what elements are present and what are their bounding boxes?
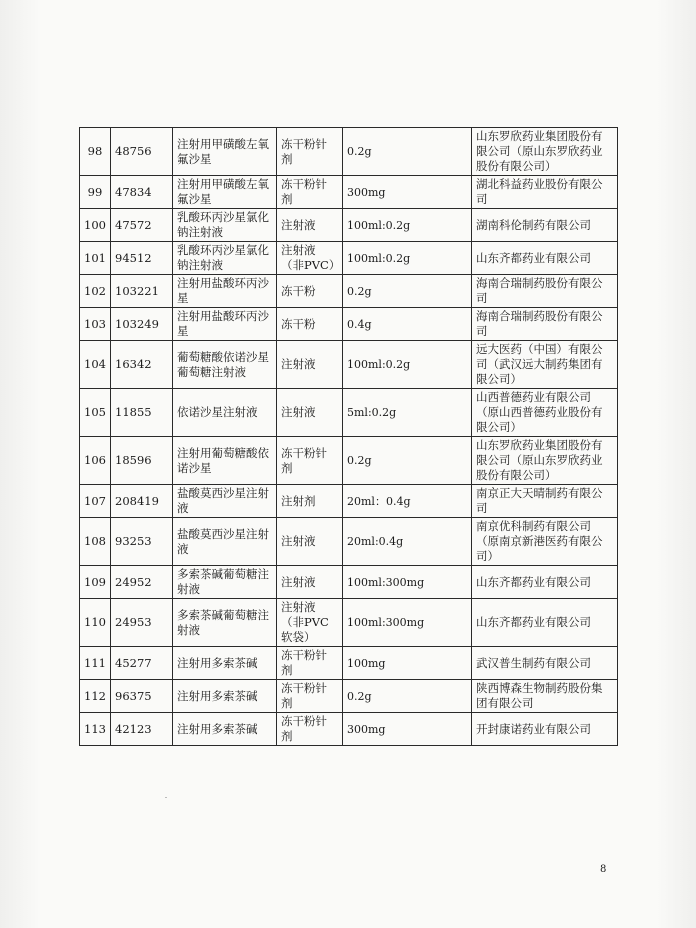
manufacturer-cell: 海南合瑞制药股份有限公司 — [472, 308, 618, 341]
table-row — [80, 437, 618, 485]
row-number-cell: 108 — [80, 518, 111, 566]
drug-code-cell: 42123 — [111, 713, 173, 746]
dosage-form-cell: 注射液 — [277, 518, 343, 566]
drug-name-cell: 葡萄糖酸依诺沙星葡萄糖注射液 — [173, 341, 277, 389]
row-number-cell: 107 — [80, 485, 111, 518]
drug-name-cell: 注射用多索茶碱 — [173, 713, 277, 746]
table-row — [80, 128, 618, 176]
manufacturer-cell: 山东罗欣药业集团股份有限公司（原山东罗欣药业股份有限公司） — [472, 437, 618, 485]
drug-table — [79, 127, 618, 746]
scan-speck — [165, 797, 167, 798]
table-row — [80, 713, 618, 746]
drug-code-cell: 45277 — [111, 647, 173, 680]
dosage-form-cell: 注射液 — [277, 209, 343, 242]
drug-name-cell: 多索茶碱葡萄糖注射液 — [173, 599, 277, 647]
table-row — [80, 647, 618, 680]
specification-cell: 0.2g — [343, 128, 472, 176]
dosage-form-cell: 冻干粉 — [277, 275, 343, 308]
drug-name-cell: 注射用甲磺酸左氧氟沙星 — [173, 176, 277, 209]
row-number-cell: 111 — [80, 647, 111, 680]
drug-name-cell: 注射用甲磺酸左氧氟沙星 — [173, 128, 277, 176]
manufacturer-cell: 远大医药（中国）有限公司（武汉远大制药集团有限公司） — [472, 341, 618, 389]
specification-cell: 100ml:0.2g — [343, 242, 472, 275]
dosage-form-cell: 注射液 — [277, 341, 343, 389]
specification-cell: 100ml:300mg — [343, 599, 472, 647]
row-number-cell: 110 — [80, 599, 111, 647]
table-row — [80, 518, 618, 566]
dosage-form-cell: 注射液（非PVC软袋） — [277, 599, 343, 647]
specification-cell: 100ml:0.2g — [343, 209, 472, 242]
manufacturer-cell: 湖南科伦制药有限公司 — [472, 209, 618, 242]
drug-code-cell: 47572 — [111, 209, 173, 242]
table-row — [80, 308, 618, 341]
dosage-form-cell: 注射液 — [277, 389, 343, 437]
dosage-form-cell: 冻干粉针剂 — [277, 128, 343, 176]
manufacturer-cell: 山东齐都药业有限公司 — [472, 242, 618, 275]
manufacturer-cell: 湖北科益药业股份有限公司 — [472, 176, 618, 209]
drug-name-cell: 注射用多索茶碱 — [173, 680, 277, 713]
drug-code-cell: 208419 — [111, 485, 173, 518]
specification-cell: 5ml:0.2g — [343, 389, 472, 437]
drug-name-cell: 注射用葡萄糖酸依诺沙星 — [173, 437, 277, 485]
drug-code-cell: 96375 — [111, 680, 173, 713]
specification-cell: 300mg — [343, 176, 472, 209]
specification-cell: 100mg — [343, 647, 472, 680]
drug-name-cell: 乳酸环丙沙星氯化钠注射液 — [173, 242, 277, 275]
table-row — [80, 209, 618, 242]
manufacturer-cell: 山东罗欣药业集团股份有限公司（原山东罗欣药业股份有限公司） — [472, 128, 618, 176]
specification-cell: 0.4g — [343, 308, 472, 341]
manufacturer-cell: 山东齐都药业有限公司 — [472, 566, 618, 599]
dosage-form-cell: 注射液（非PVC） — [277, 242, 343, 275]
drug-code-cell: 94512 — [111, 242, 173, 275]
specification-cell: 0.2g — [343, 680, 472, 713]
dosage-form-cell: 冻干粉针剂 — [277, 176, 343, 209]
drug-name-cell: 盐酸莫西沙星注射液 — [173, 518, 277, 566]
manufacturer-cell: 武汉普生制药有限公司 — [472, 647, 618, 680]
row-number-cell: 102 — [80, 275, 111, 308]
row-number-cell: 100 — [80, 209, 111, 242]
specification-cell: 100ml:0.2g — [343, 341, 472, 389]
manufacturer-cell: 南京优科制药有限公司（原南京新港医药有限公司） — [472, 518, 618, 566]
row-number-cell: 109 — [80, 566, 111, 599]
table-row — [80, 599, 618, 647]
specification-cell: 100ml:300mg — [343, 566, 472, 599]
dosage-form-cell: 冻干粉针剂 — [277, 437, 343, 485]
row-number-cell: 99 — [80, 176, 111, 209]
drug-code-cell: 24952 — [111, 566, 173, 599]
specification-cell: 0.2g — [343, 275, 472, 308]
specification-cell: 0.2g — [343, 437, 472, 485]
drug-code-cell: 93253 — [111, 518, 173, 566]
dosage-form-cell: 注射剂 — [277, 485, 343, 518]
drug-name-cell: 多索茶碱葡萄糖注射液 — [173, 566, 277, 599]
table-row — [80, 680, 618, 713]
row-number-cell: 113 — [80, 713, 111, 746]
table-row — [80, 566, 618, 599]
table-row — [80, 242, 618, 275]
drug-code-cell: 16342 — [111, 341, 173, 389]
table-row — [80, 389, 618, 437]
manufacturer-cell: 南京正大天晴制药有限公司 — [472, 485, 618, 518]
drug-code-cell: 47834 — [111, 176, 173, 209]
drug-table-body — [80, 128, 618, 746]
manufacturer-cell: 陕西博森生物制药股份集团有限公司 — [472, 680, 618, 713]
specification-cell: 20ml：0.4g — [343, 485, 472, 518]
drug-code-cell: 103249 — [111, 308, 173, 341]
row-number-cell: 103 — [80, 308, 111, 341]
row-number-cell: 105 — [80, 389, 111, 437]
table-row — [80, 275, 618, 308]
specification-cell: 300mg — [343, 713, 472, 746]
dosage-form-cell: 冻干粉针剂 — [277, 647, 343, 680]
row-number-cell: 98 — [80, 128, 111, 176]
row-number-cell: 101 — [80, 242, 111, 275]
drug-code-cell: 24953 — [111, 599, 173, 647]
drug-code-cell: 18596 — [111, 437, 173, 485]
row-number-cell: 106 — [80, 437, 111, 485]
drug-name-cell: 注射用多索茶碱 — [173, 647, 277, 680]
manufacturer-cell: 山西普德药业有限公司（原山西普德药业股份有限公司） — [472, 389, 618, 437]
table-row — [80, 341, 618, 389]
table-row — [80, 485, 618, 518]
specification-cell: 20ml:0.4g — [343, 518, 472, 566]
dosage-form-cell: 注射液 — [277, 566, 343, 599]
drug-code-cell: 11855 — [111, 389, 173, 437]
row-number-cell: 112 — [80, 680, 111, 713]
drug-name-cell: 注射用盐酸环丙沙星 — [173, 275, 277, 308]
drug-name-cell: 盐酸莫西沙星注射液 — [173, 485, 277, 518]
dosage-form-cell: 冻干粉针剂 — [277, 713, 343, 746]
manufacturer-cell: 海南合瑞制药股份有限公司 — [472, 275, 618, 308]
drug-name-cell: 依诺沙星注射液 — [173, 389, 277, 437]
row-number-cell: 104 — [80, 341, 111, 389]
manufacturer-cell: 开封康诺药业有限公司 — [472, 713, 618, 746]
table-row — [80, 176, 618, 209]
drug-code-cell: 103221 — [111, 275, 173, 308]
page-number: 8 — [600, 864, 607, 875]
drug-name-cell: 乳酸环丙沙星氯化钠注射液 — [173, 209, 277, 242]
dosage-form-cell: 冻干粉针剂 — [277, 680, 343, 713]
drug-code-cell: 48756 — [111, 128, 173, 176]
manufacturer-cell: 山东齐都药业有限公司 — [472, 599, 618, 647]
drug-name-cell: 注射用盐酸环丙沙星 — [173, 308, 277, 341]
dosage-form-cell: 冻干粉 — [277, 308, 343, 341]
